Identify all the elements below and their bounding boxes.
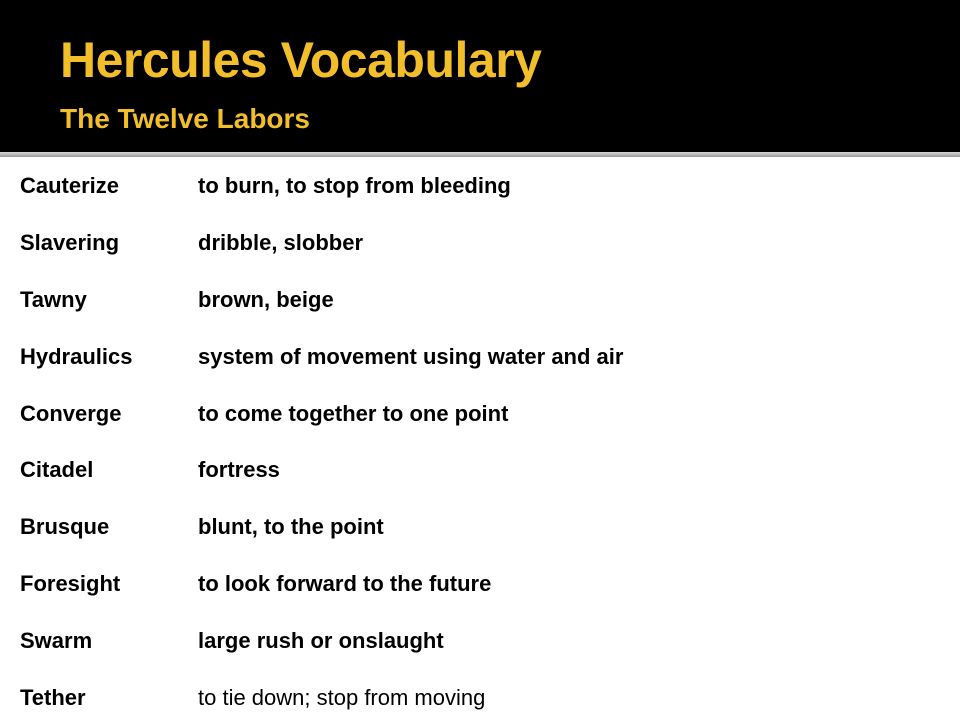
vocab-definition: to come together to one point bbox=[198, 400, 509, 426]
vocab-term: Tawny bbox=[20, 286, 87, 312]
vocab-term: Hydraulics bbox=[20, 343, 133, 369]
vocab-term: Converge bbox=[20, 400, 122, 426]
slide-subtitle: The Twelve Labors bbox=[60, 103, 310, 134]
vocab-row bbox=[20, 158, 940, 215]
vocab-term: Citadel bbox=[20, 457, 94, 483]
vocab-definition: blunt, to the point bbox=[198, 514, 384, 540]
vocab-row bbox=[20, 328, 940, 385]
vocab-definition: brown, beige bbox=[198, 286, 334, 312]
vocab-row bbox=[20, 612, 940, 669]
vocab-term: Cauterize bbox=[20, 173, 120, 199]
title-bar bbox=[0, 0, 960, 152]
vocab-term: Foresight bbox=[20, 570, 121, 596]
vocab-term: Swarm bbox=[20, 627, 93, 653]
vocab-definition: system of movement using water and air bbox=[198, 343, 624, 369]
vocab-row bbox=[20, 556, 940, 613]
vocab-row bbox=[20, 385, 940, 442]
slide-title: Hercules Vocabulary bbox=[60, 32, 542, 88]
vocab-definition: dribble, slobber bbox=[198, 230, 364, 256]
vocab-row bbox=[20, 272, 940, 329]
vocab-row bbox=[20, 499, 940, 556]
vocab-row bbox=[20, 215, 940, 272]
vocab-term: Brusque bbox=[20, 514, 110, 540]
vocab-definition: to burn, to stop from bleeding bbox=[198, 173, 511, 199]
vocab-definition: to look forward to the future bbox=[198, 570, 492, 596]
vocab-definition: to tie down; stop from moving bbox=[198, 684, 486, 710]
vocab-definition: fortress bbox=[198, 457, 280, 483]
vocabulary-list bbox=[20, 158, 940, 720]
vocab-row bbox=[20, 669, 940, 720]
header-divider bbox=[0, 152, 960, 157]
vocab-term: Tether bbox=[20, 684, 86, 710]
vocab-definition: large rush or onslaught bbox=[198, 627, 444, 653]
vocab-term: Slavering bbox=[20, 230, 120, 256]
vocab-row bbox=[20, 442, 940, 499]
